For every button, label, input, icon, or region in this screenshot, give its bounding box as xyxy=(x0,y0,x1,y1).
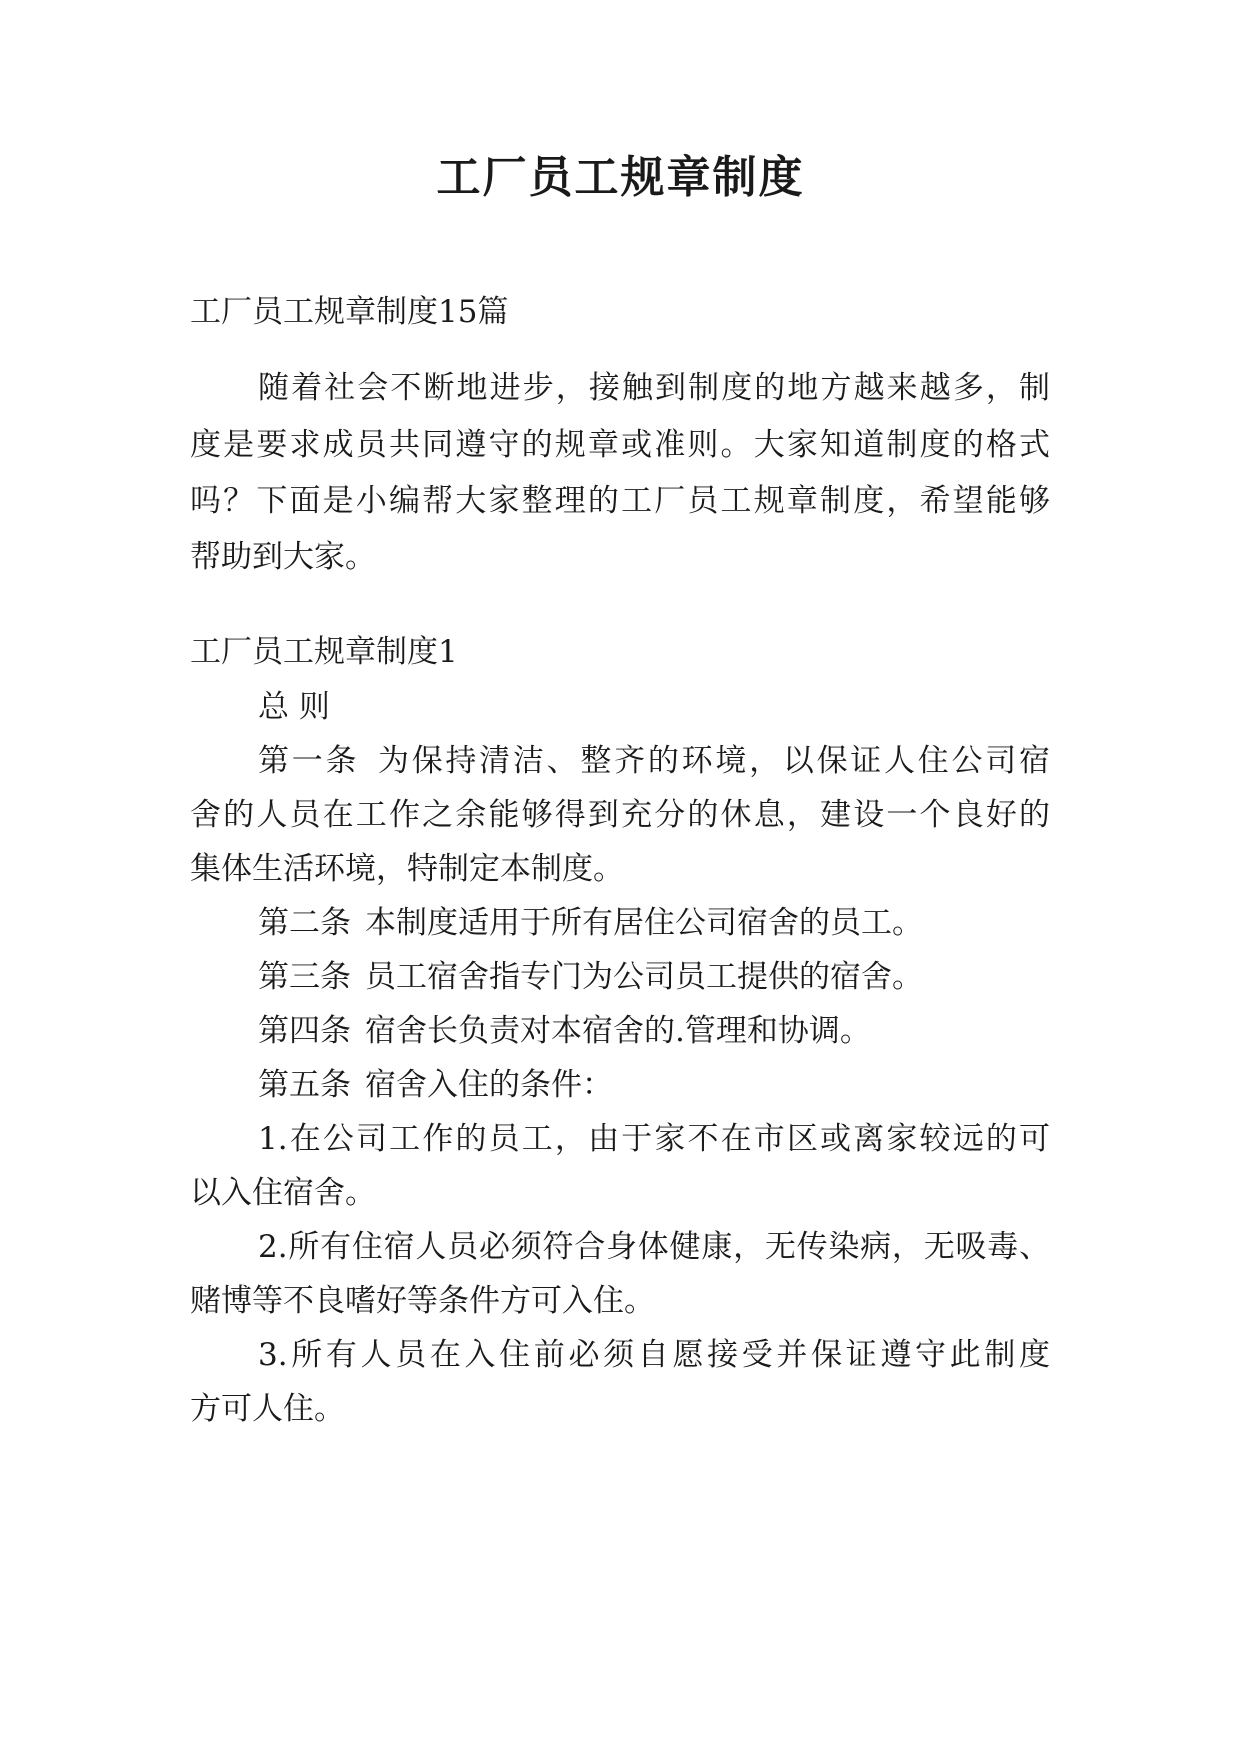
article-1-line-2: 舍的人员在工作之余能够得到充分的休息，建设一个良好的 xyxy=(190,797,1050,833)
condition-1-line-1: 1.在公司工作的员工，由于家不在市区或离家较远的可 xyxy=(258,1121,1050,1157)
article-4-text: 宿舍长负责对本宿舍的.管理和协调。 xyxy=(365,1013,871,1049)
article-1-line-3: 集体生活环境，特制定本制度。 xyxy=(190,851,624,887)
article-4-label: 第四条 xyxy=(258,1013,351,1049)
intro-line-4: 帮助到大家。 xyxy=(190,539,376,575)
intro-line-3: 吗？下面是小编帮大家整理的工厂员工规章制度，希望能够 xyxy=(190,483,1050,519)
page-title: 工厂员工规章制度 xyxy=(436,152,805,203)
article-3 xyxy=(258,957,923,997)
article-1-line-1 xyxy=(258,741,1050,781)
article-1-label: 第一条 xyxy=(258,743,360,779)
article-3-label: 第三条 xyxy=(258,959,351,995)
intro-line-2: 度是要求成员共同遵守的规章或准则。大家知道制度的格式 xyxy=(190,427,1050,463)
article-5-text: 宿舍入住的条件： xyxy=(365,1067,613,1103)
general-heading: 总 则 xyxy=(258,689,330,725)
section-heading: 工厂员工规章制度1 xyxy=(190,634,458,670)
condition-3-line-2: 方可人住。 xyxy=(190,1391,345,1427)
condition-1-line-2: 以入住宿舍。 xyxy=(190,1175,376,1211)
condition-2-line-1: 2.所有住宿人员必须符合身体健康，无传染病，无吸毒、 xyxy=(258,1229,1050,1265)
article-2-label: 第二条 xyxy=(258,905,351,941)
article-3-text: 员工宿舍指专门为公司员工提供的宿舍。 xyxy=(365,959,923,995)
article-4 xyxy=(258,1011,871,1051)
document-subtitle: 工厂员工规章制度15篇 xyxy=(190,294,509,330)
article-2 xyxy=(258,903,923,943)
article-1-text: 为保持清洁、整齐的环境，以保证人住公司宿 xyxy=(375,743,1050,779)
article-5 xyxy=(258,1065,613,1105)
condition-2-line-2: 赌博等不良嗜好等条件方可入住。 xyxy=(190,1283,655,1319)
condition-3-line-1: 3.所有人员在入住前必须自愿接受并保证遵守此制度 xyxy=(258,1337,1050,1373)
article-2-text: 本制度适用于所有居住公司宿舍的员工。 xyxy=(365,905,923,941)
article-5-label: 第五条 xyxy=(258,1067,351,1103)
intro-line-1: 随着社会不断地进步，接触到制度的地方越来越多，制 xyxy=(258,370,1050,406)
